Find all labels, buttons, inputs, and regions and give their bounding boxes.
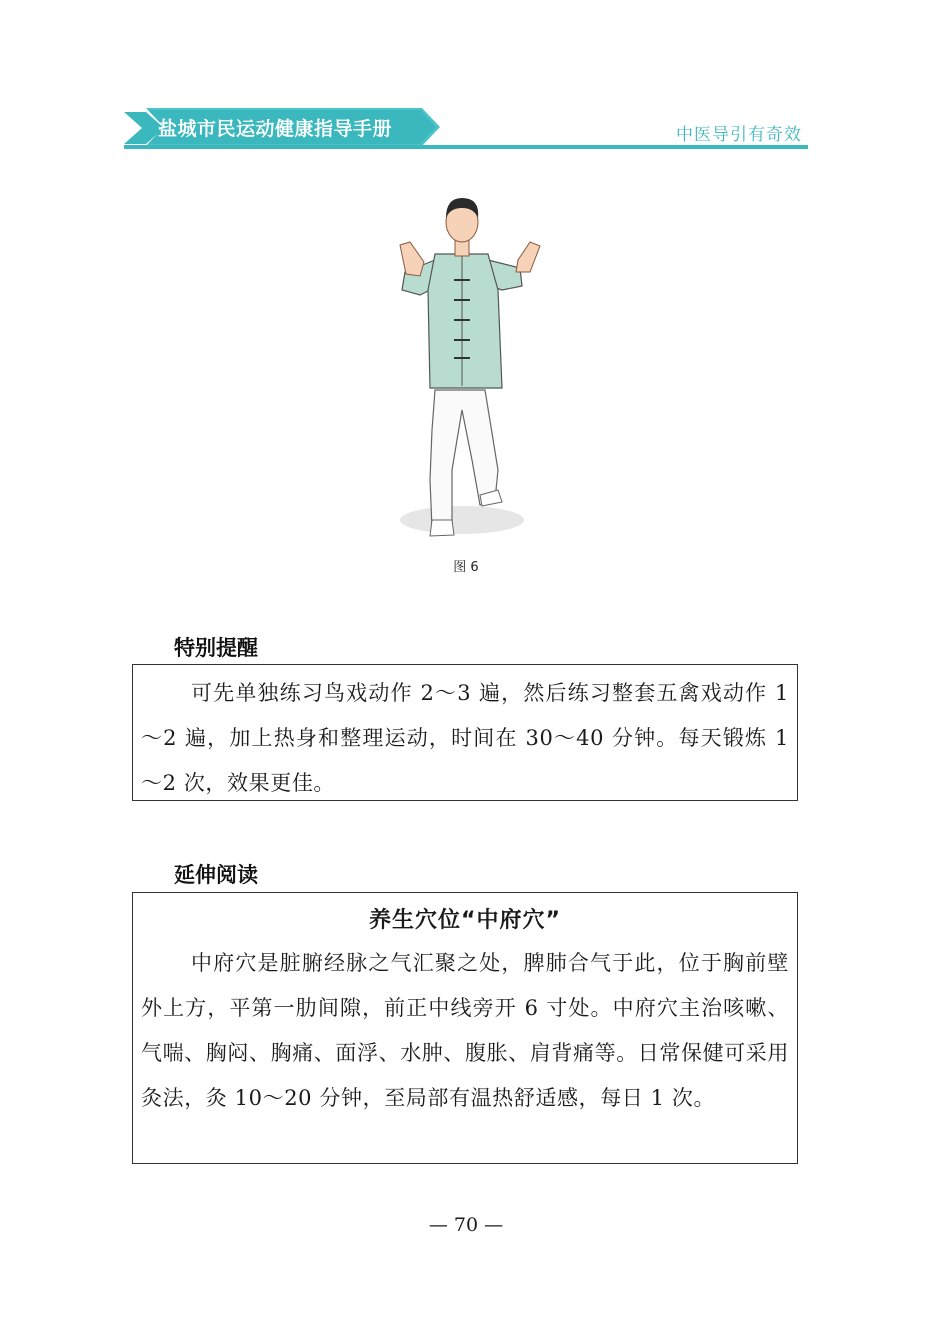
header-rule bbox=[124, 145, 808, 149]
reminder-heading: 特别提醒 bbox=[174, 636, 258, 660]
exercise-figure-illustration bbox=[380, 190, 560, 550]
section-label: 中医导引有奇效 bbox=[676, 125, 802, 145]
acupoint-text: 中府穴是脏腑经脉之气汇聚之处，脾肺合气于此，位于胸前壁外上方，平第一肋间隙，前正中线旁开 6 寸处。中府穴主治咳嗽、气喘、胸闷、胸痛、面浮、水肿、腹胀、肩背痛等。日常保健可采用灸法，灸 10～20 分钟，至局部有温热舒适感，每日 1 次。 bbox=[141, 951, 789, 1110]
page-number: — 70 — bbox=[428, 1214, 504, 1236]
reminder-box bbox=[132, 664, 798, 801]
extended-box bbox=[132, 892, 798, 1164]
acupoint-title: 养生穴位“中府穴” bbox=[369, 908, 561, 933]
reminder-text: 可先单独练习鸟戏动作 2～3 遍，然后练习整套五禽戏动作 1～2 遍，加上热身和整理运动，时间在 30～40 分钟。每天锻炼 1～2 次，效果更佳。 bbox=[141, 681, 789, 795]
page-header bbox=[124, 108, 808, 152]
figure-caption: 图 6 bbox=[453, 560, 479, 575]
book-title: 盐城市民运动健康指导手册 bbox=[158, 118, 393, 140]
extended-heading: 延伸阅读 bbox=[174, 863, 258, 887]
